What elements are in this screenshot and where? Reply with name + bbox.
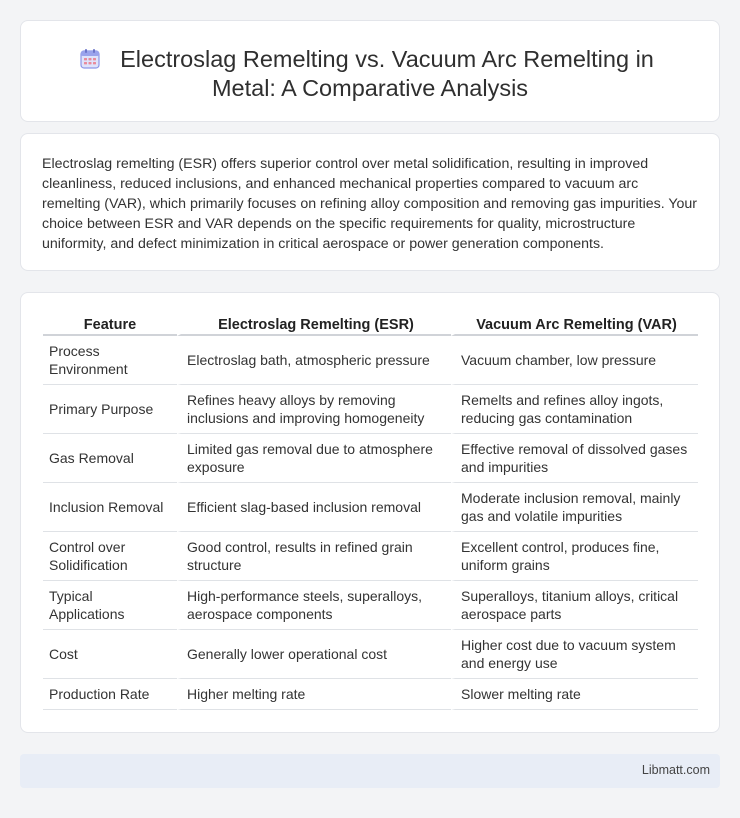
- feature-cell: Control over Solidification: [43, 532, 177, 581]
- column-header-var: Vacuum Arc Remelting (VAR): [451, 315, 698, 336]
- table-row: [43, 581, 698, 630]
- esr-cell: Limited gas removal due to atmosphere exposure: [177, 434, 451, 483]
- feature-cell: Production Rate: [43, 679, 177, 710]
- comparison-table: [43, 315, 698, 710]
- var-cell: Excellent control, produces fine, uniform grains: [451, 532, 698, 581]
- page-title-line-2: Metal: A Comparative Analysis: [211, 75, 529, 101]
- esr-cell: Higher melting rate: [177, 679, 451, 710]
- table-row: [43, 336, 698, 385]
- footer-brand-link[interactable]: Libmatt.com: [641, 763, 710, 777]
- feature-cell: Process Environment: [43, 336, 177, 385]
- table-header-row: [43, 315, 698, 336]
- page-title: [21, 45, 719, 103]
- esr-cell: High-performance steels, superalloys, aerospace components: [177, 581, 451, 630]
- var-cell: Slower melting rate: [451, 679, 698, 710]
- column-header-esr: Electroslag Remelting (ESR): [177, 315, 451, 336]
- table-row: [43, 385, 698, 434]
- column-header-feature: Feature: [43, 315, 177, 336]
- var-cell: Superalloys, titanium alloys, critical aerospace parts: [451, 581, 698, 630]
- table-row: [43, 532, 698, 581]
- var-cell: Effective removal of dissolved gases and impurities: [451, 434, 698, 483]
- feature-cell: Gas Removal: [43, 434, 177, 483]
- table-row: [43, 434, 698, 483]
- feature-cell: Inclusion Removal: [43, 483, 177, 532]
- feature-cell: Primary Purpose: [43, 385, 177, 434]
- table-row: [43, 630, 698, 679]
- summary-text: Electroslag remelting (ESR) offers superior control over metal solidification, resulting in improved cleanliness, reduced inclusions, and enhanced mechanical properties compared to vacuum arc remelting (VAR), which primarily focuses on refining alloy composition and removing gas impurities. Your choice between ESR and VAR depends on the specific requirements for quality, microstructure uniformity, and defect minimization in critical aerospace or power generation components.: [42, 156, 698, 252]
- var-cell: Higher cost due to vacuum system and energy use: [451, 630, 698, 679]
- comparison-card: [20, 292, 720, 733]
- feature-cell: Cost: [43, 630, 177, 679]
- esr-cell: Efficient slag-based inclusion removal: [177, 483, 451, 532]
- var-cell: Remelts and refines alloy ingots, reducing gas contamination: [451, 385, 698, 434]
- table-row: [43, 483, 698, 532]
- summary-card: [20, 133, 720, 271]
- var-cell: Vacuum chamber, low pressure: [451, 336, 698, 385]
- esr-cell: Generally lower operational cost: [177, 630, 451, 679]
- esr-cell: Good control, results in refined grain structure: [177, 532, 451, 581]
- page-title-line-1: Electroslag Remelting vs. Vacuum Arc Remelting in: [120, 46, 654, 72]
- footer-bar: [20, 754, 720, 788]
- table-row: [43, 679, 698, 710]
- esr-cell: Refines heavy alloys by removing inclusions and improving homogeneity: [177, 385, 451, 434]
- var-cell: Moderate inclusion removal, mainly gas and volatile impurities: [451, 483, 698, 532]
- esr-cell: Electroslag bath, atmospheric pressure: [177, 336, 451, 385]
- feature-cell: Typical Applications: [43, 581, 177, 630]
- title-card: [20, 20, 720, 122]
